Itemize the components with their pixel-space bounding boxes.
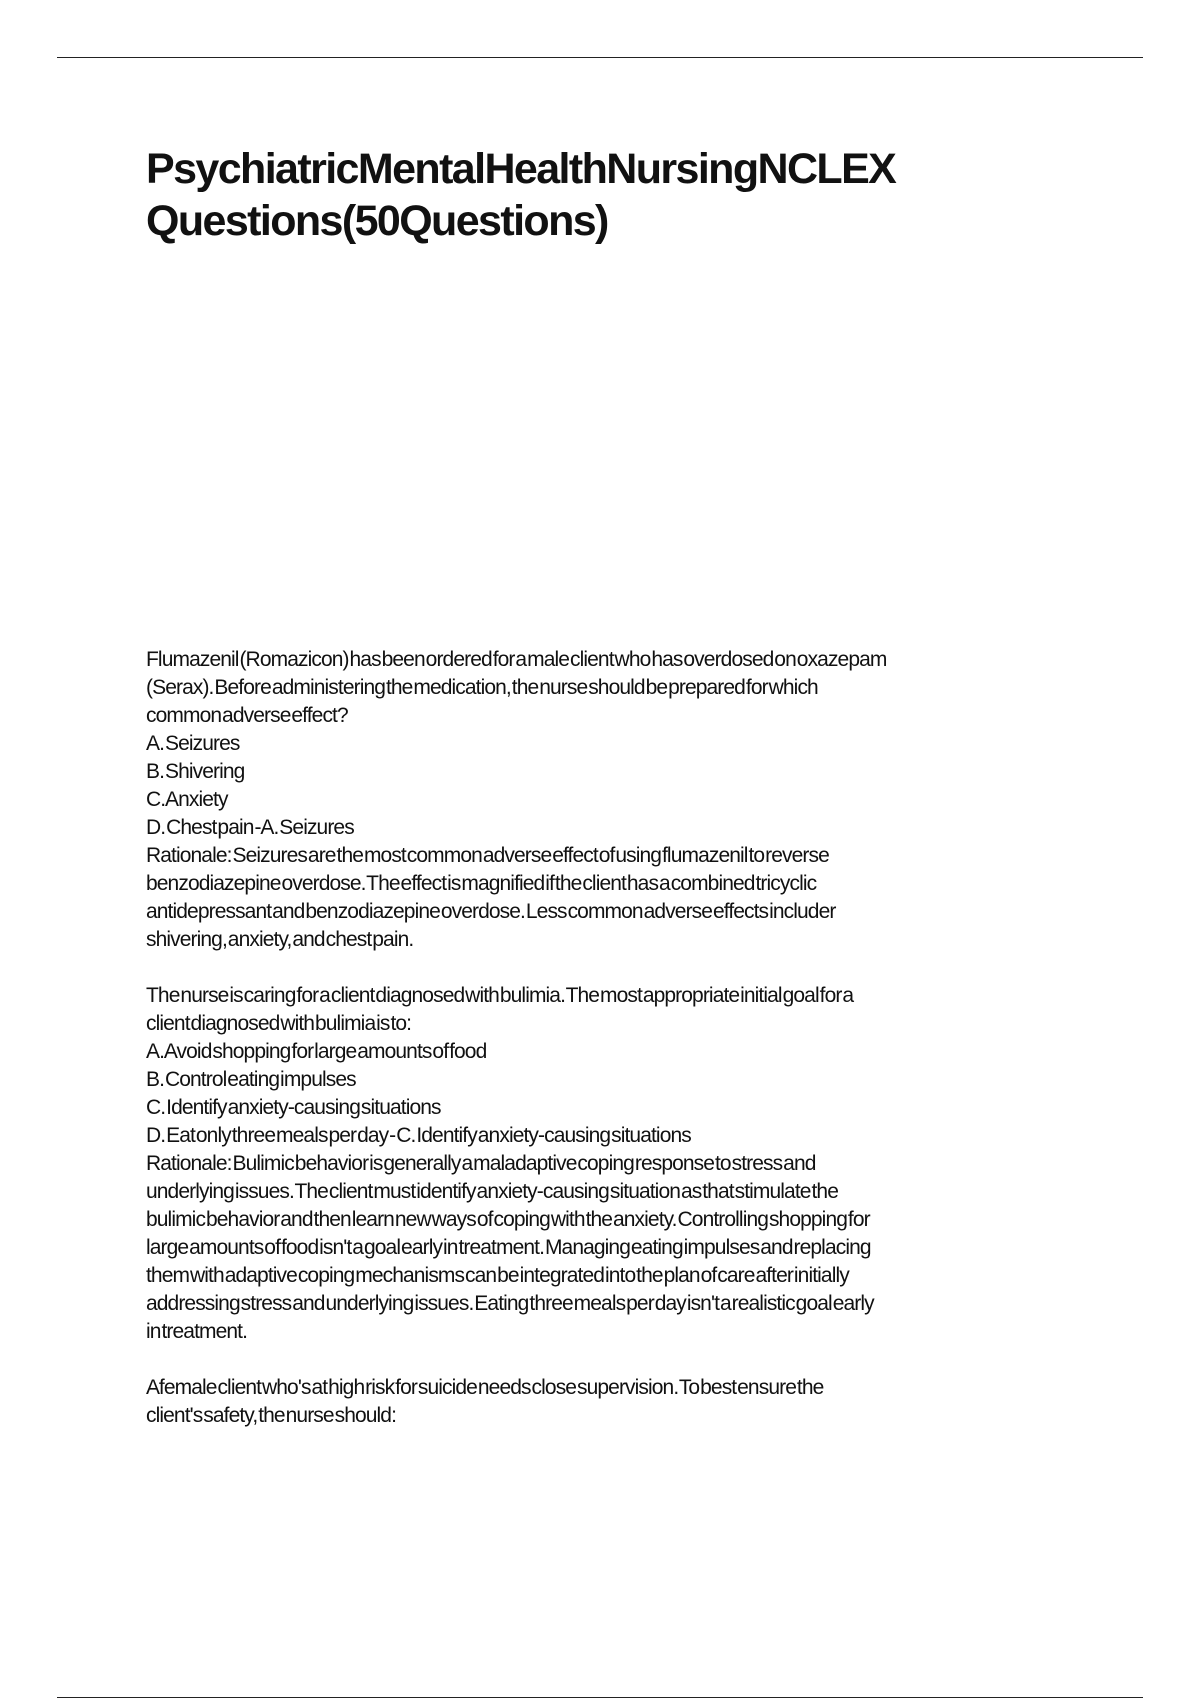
answer-option: C. Anxiety [146,788,228,811]
answer-option: D. Chest pain - A. Seizures [146,816,354,839]
top-rule [57,57,1143,58]
question-stem-line: common adverse effect? [146,704,348,727]
question-stem-line: (Serax). Before administering the medication, the nurse should be prepared for which [146,676,818,699]
title-line-2: Questions(50Questions) [146,197,608,245]
questions-content [146,646,1096,1458]
question-stem-line: client's safety, the nurse should: [146,1404,397,1427]
question-2 [146,982,1096,1346]
bottom-rule [57,1697,1143,1698]
rationale-line: underlying issues. The client must identify anxiety-causing situation as that stimulate the [146,1180,838,1203]
answer-option: B. Control eating impulses [146,1068,356,1091]
question-stem-line: The nurse is caring for a client diagnosed with bulimia. The most appropriate initial goal for a [146,984,854,1007]
answer-option: A. Seizures [146,732,240,755]
document-title [146,143,1106,247]
question-stem-line: A female client who's at high risk for suicide needs close supervision. To best ensure the [146,1376,824,1399]
answer-option: B. Shivering [146,760,245,783]
question-1 [146,646,1096,954]
answer-option: A. Avoid shopping for large amounts of food [146,1040,487,1063]
rationale-line: Rationale: Seizures are the most common adverse effect of using flumazenil to reverse [146,844,829,867]
question-3 [146,1374,1096,1430]
rationale-line: addressing stress and underlying issues. Eating three meals per day isn't a realistic goal early [146,1292,874,1315]
answer-option: C. Identify anxiety-causing situations [146,1096,441,1119]
rationale-line: them with adaptive coping mechanisms can be integrated into the plan of care after initially [146,1264,849,1287]
rationale-line: in treatment. [146,1320,248,1343]
question-stem-line: Flumazenil (Romazicon) has been ordered for a male client who has overdosed on oxazepam [146,648,887,671]
rationale-line: bulimic behavior and then learn new ways of coping with the anxiety. Controlling shopping for [146,1208,870,1231]
answer-option: D. Eat only three meals per day - C. Identify anxiety-causing situations [146,1124,691,1147]
question-stem-line: client diagnosed with bulimia is to: [146,1012,412,1035]
rationale-line: shivering, anxiety, and chest pain. [146,928,414,951]
rationale-line: benzodiazepine overdose. The effect is magnified if the client has a combined tricyclic [146,872,817,895]
title-line-1: PsychiatricMentalHealthNursingNCLEX [146,145,896,193]
rationale-line: Rationale: Bulimic behavior is generally a maladaptive coping response to stress and [146,1152,816,1175]
rationale-line: antidepressant and benzodiazepine overdose. Less common adverse effects includer [146,900,836,923]
rationale-line: large amounts of food isn't a goal early in treatment. Managing eating impulses and replacing [146,1236,871,1259]
